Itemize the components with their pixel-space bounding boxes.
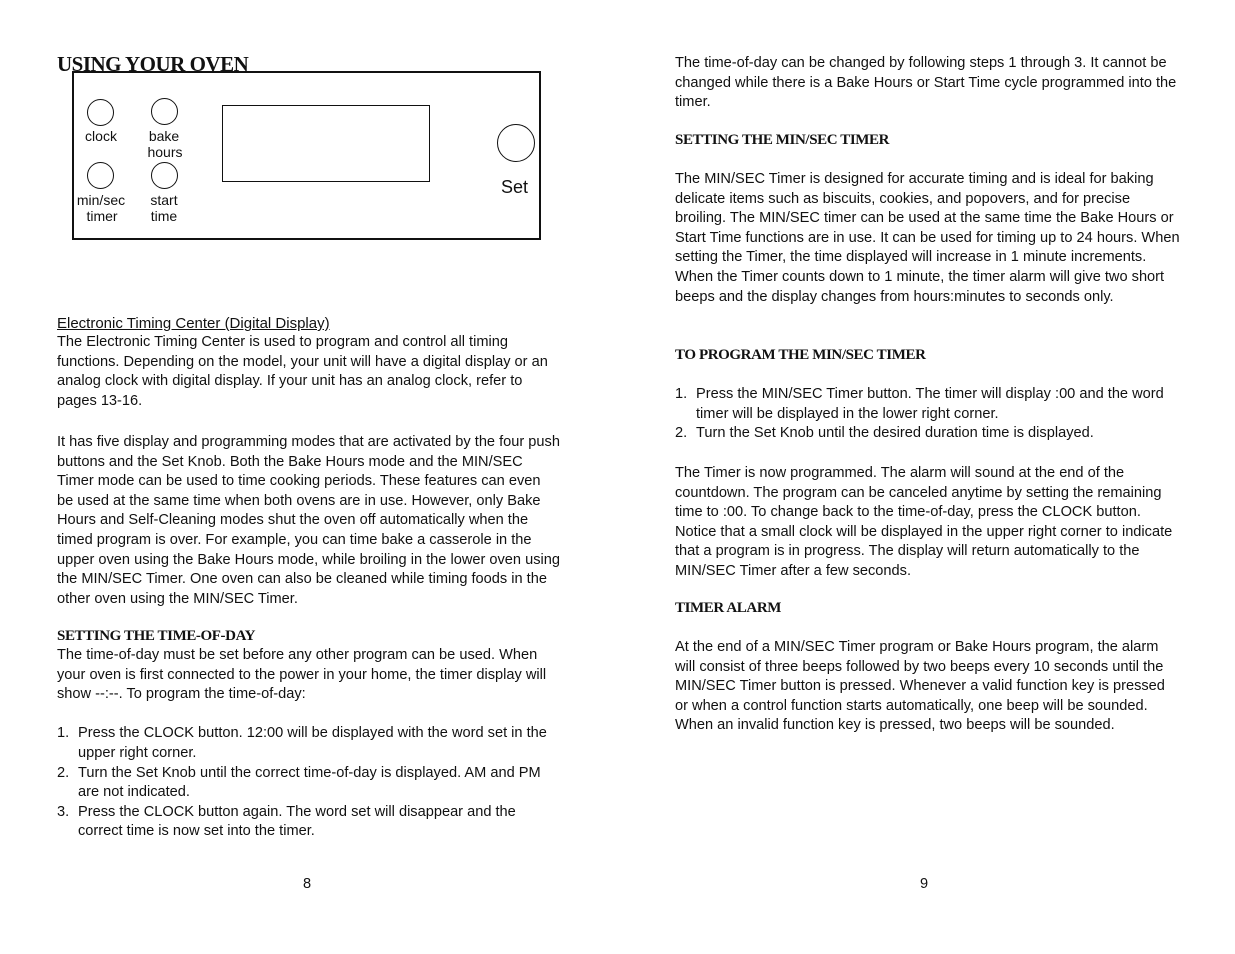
alarm-heading: TIMER ALARM [675, 600, 782, 616]
hours-label: hours [147, 144, 183, 160]
program-section [675, 347, 1180, 444]
modes-paragraph: It has five display and programming modes that are activated by the four push buttons and the Set Knob. Both the Bake Hours mode and the MIN/SEC Timer mode can be used to time cooking periods. These features can even be used at the same time when both ovens are in use. However, only Bake Hours and Self-Cleaning modes shut the oven off automatically when the timed program is over. For example, you can time bake a casserole in the upper oven using the Bake Hours mode, while broiling in the lower oven using the MIN/SEC Timer. One oven can also be cleaned while timing foods in the other oven using the MIN/SEC Timer. [57, 434, 560, 607]
time-of-day-section [57, 628, 560, 842]
left-page [57, 0, 560, 954]
control-panel-diagram [72, 71, 541, 240]
program-heading: TO PROGRAM THE MIN/SEC TIMER [675, 347, 926, 363]
intro-paragraph: The time-of-day can be changed by following steps 1 through 3. It cannot be changed while there is a Bake Hours or Start Time cycle programmed into the timer. [675, 55, 1177, 111]
alarm-section [675, 600, 1180, 736]
program-steps [675, 385, 1180, 444]
list-item: 1. Press the MIN/SEC Timer button. The timer will display :00 and the word timer will be displayed in the lower right corner. [675, 386, 1164, 422]
bake-label: bake [148, 128, 180, 144]
list-item: 2. Turn the Set Knob until the desired duration time is displayed. [675, 425, 1094, 442]
list-item: 3. Press the CLOCK button again. The word set will disappear and the correct time is now set into the timer. [57, 803, 516, 840]
digital-display-window [222, 105, 430, 182]
set-label: Set [501, 177, 529, 197]
tod-heading: SETTING THE TIME-OF-DAY [57, 628, 256, 644]
programmed-paragraph: The Timer is now programmed. The alarm will sound at the end of the countdown. The program can be canceled anytime by setting the remaining time to :00. To change back to the time-of-day, press the CLOCK button. Notice that a small clock will be displayed in the upper right corner to indicate that a program is in progress. The display will return automatically to the MIN/SEC Timer after a few seconds. [675, 465, 1173, 579]
etc-paragraph: The Electronic Timing Center is used to program and control all timing functions. Depending on the model, your unit will have a digital display or an analog clock with digital display. If your unit has an analog clock, refer to pages 13-16. [57, 334, 548, 409]
clock-button-icon [87, 99, 114, 126]
etc-section [57, 315, 560, 411]
tod-paragraph: The time-of-day must be set before any other program can be used. When your oven is first connected to the power in your home, the timer display will show --:--. To program the time-of-day: [57, 647, 547, 703]
intro-section [675, 54, 1180, 113]
minsec-label: min/sec [76, 192, 126, 208]
right-page [675, 0, 1180, 954]
list-item: 1. Press the CLOCK button. 12:00 will be displayed with the word set in the upper right corner. [57, 725, 547, 761]
alarm-paragraph: At the end of a MIN/SEC Timer program or Bake Hours program, the alarm will consist of three beeps followed by two beeps every 10 seconds until the MIN/SEC Timer button is pressed. Whenever a valid function key is pressed or when a control function starts automatically, one beep will be sounded. When an invalid function key is pressed, two beeps will be sounded. [675, 639, 1165, 734]
minsec-heading: SETTING THE MIN/SEC TIMER [675, 132, 890, 148]
page-number-left: 8 [303, 876, 312, 892]
set-knob-icon [497, 124, 535, 162]
minsec-timer-button-icon [87, 162, 114, 189]
tod-steps [57, 724, 560, 842]
bake-hours-button-icon [151, 98, 178, 125]
page-title: USING YOUR OVEN [57, 52, 249, 76]
clock-label: clock [85, 128, 117, 144]
minsec-paragraph: The MIN/SEC Timer is designed for accurate timing and is ideal for baking delicate items such as biscuits, cookies, and popovers, and for precise broiling. The MIN/SEC timer can be used at the same time the Bake Hours or Start Time functions are in use. It can be used for timing up to 24 hours. When setting the Timer, the time displayed will increase in 1 minute increments. When the Timer counts down to 1 minute, the timer alarm will give two short beeps and the display changes from hours:minutes to seconds only. [675, 171, 1180, 305]
modes-section [57, 433, 560, 609]
timer-label: timer [86, 208, 118, 224]
start-label: start [150, 192, 178, 208]
page-number-right: 9 [920, 876, 929, 892]
start-time-button-icon [151, 162, 178, 189]
etc-heading: Electronic Timing Center (Digital Display) [57, 315, 330, 332]
list-item: 2. Turn the Set Knob until the correct time-of-day is displayed. AM and PM are not indicated. [57, 764, 541, 801]
programmed-section [675, 464, 1180, 582]
time-label: time [150, 208, 178, 224]
minsec-section [675, 132, 1180, 307]
